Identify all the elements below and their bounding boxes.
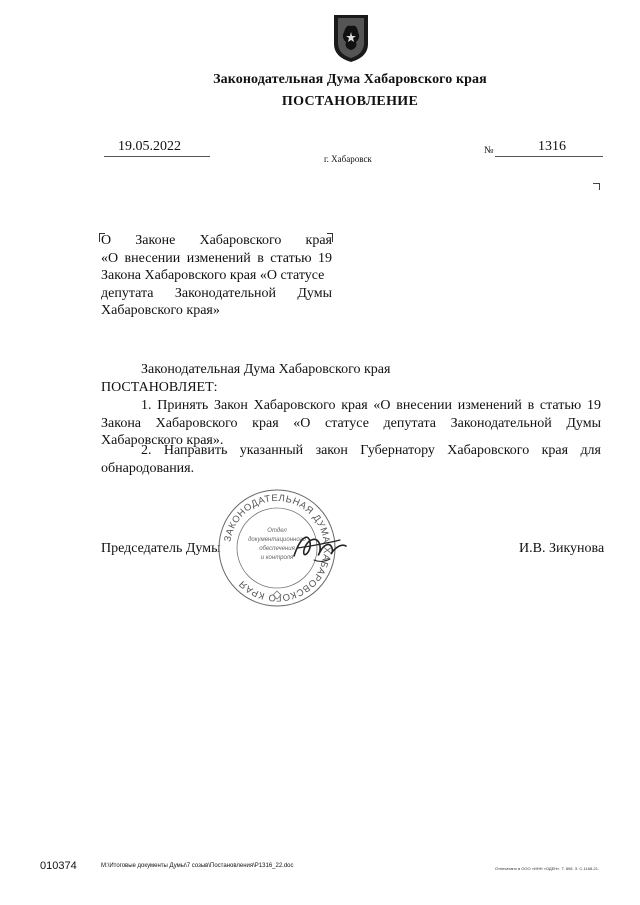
number-underline <box>495 156 603 157</box>
chair-position: Председатель Думы <box>101 541 221 556</box>
council-line: Законодательная Дума Хабаровского края <box>141 362 391 377</box>
coat-of-arms-emblem <box>331 12 371 64</box>
title-word: Думы <box>297 285 332 301</box>
title-word: Законе <box>135 233 176 248</box>
document-number: 1316 <box>538 139 566 154</box>
footer-file-path: M:\Итоговые документы Думы\7 созыв\Постановления\P1316_22.doc <box>101 863 294 869</box>
title-line-3: Закона Хабаровского края «О статусе <box>101 268 325 284</box>
title-line-5: Хабаровского края» <box>101 303 220 319</box>
footer-print-note: Отпечатано в ООО «ИНН «ОДЕН». Т. 898. З. С-1168-21. <box>495 866 600 871</box>
document-type-heading: ПОСТАНОВЛЕНИЕ <box>281 94 419 109</box>
seal-center-line: Отдел <box>267 528 287 534</box>
title-line-4 <box>101 285 332 303</box>
title-word: края <box>305 233 332 248</box>
title-line-2: «О внесении изменений в статью 19 <box>101 250 332 266</box>
resolves-line: ПОСТАНОВЛЯЕТ: <box>101 380 218 395</box>
title-word: Хабаровского <box>199 233 282 248</box>
title-line-1 <box>101 232 332 250</box>
organization-heading: Законодательная Дума Хабаровского края <box>213 72 487 87</box>
date-underline <box>104 156 210 157</box>
title-word: депутата <box>101 285 154 301</box>
document-title <box>101 232 332 320</box>
seal-center-line: документационного <box>248 537 306 543</box>
handwritten-signature <box>290 526 350 568</box>
corner-mark <box>593 183 600 190</box>
document-date: 19.05.2022 <box>118 139 181 154</box>
footer-code: 010374 <box>40 860 77 872</box>
title-word: Законодательной <box>174 285 276 301</box>
resolution-item-2: 2. Направить указанный закон Губернатору Хабаровского края для обнародования. <box>101 443 601 476</box>
title-word: О <box>101 233 112 248</box>
seal-center-line: обеспечения <box>259 546 295 552</box>
chair-name: И.В. Зикунова <box>519 541 605 556</box>
document-city: г. Хабаровск <box>324 154 372 164</box>
seal-center-line: и контроля <box>260 555 294 561</box>
number-sign: № <box>484 145 494 156</box>
resolution-item-1: 1. Принять Закон Хабаровского края «О внесении изменений в статью 19 Закона Хабаровского края «О статусе депутата Законодательной Думы Хабаровского края». <box>101 398 601 449</box>
seal-ring-text: ЗАКОНОДАТЕЛЬНАЯ ДУМА ХАБАРОВСКОГО КРАЯ <box>222 492 333 604</box>
